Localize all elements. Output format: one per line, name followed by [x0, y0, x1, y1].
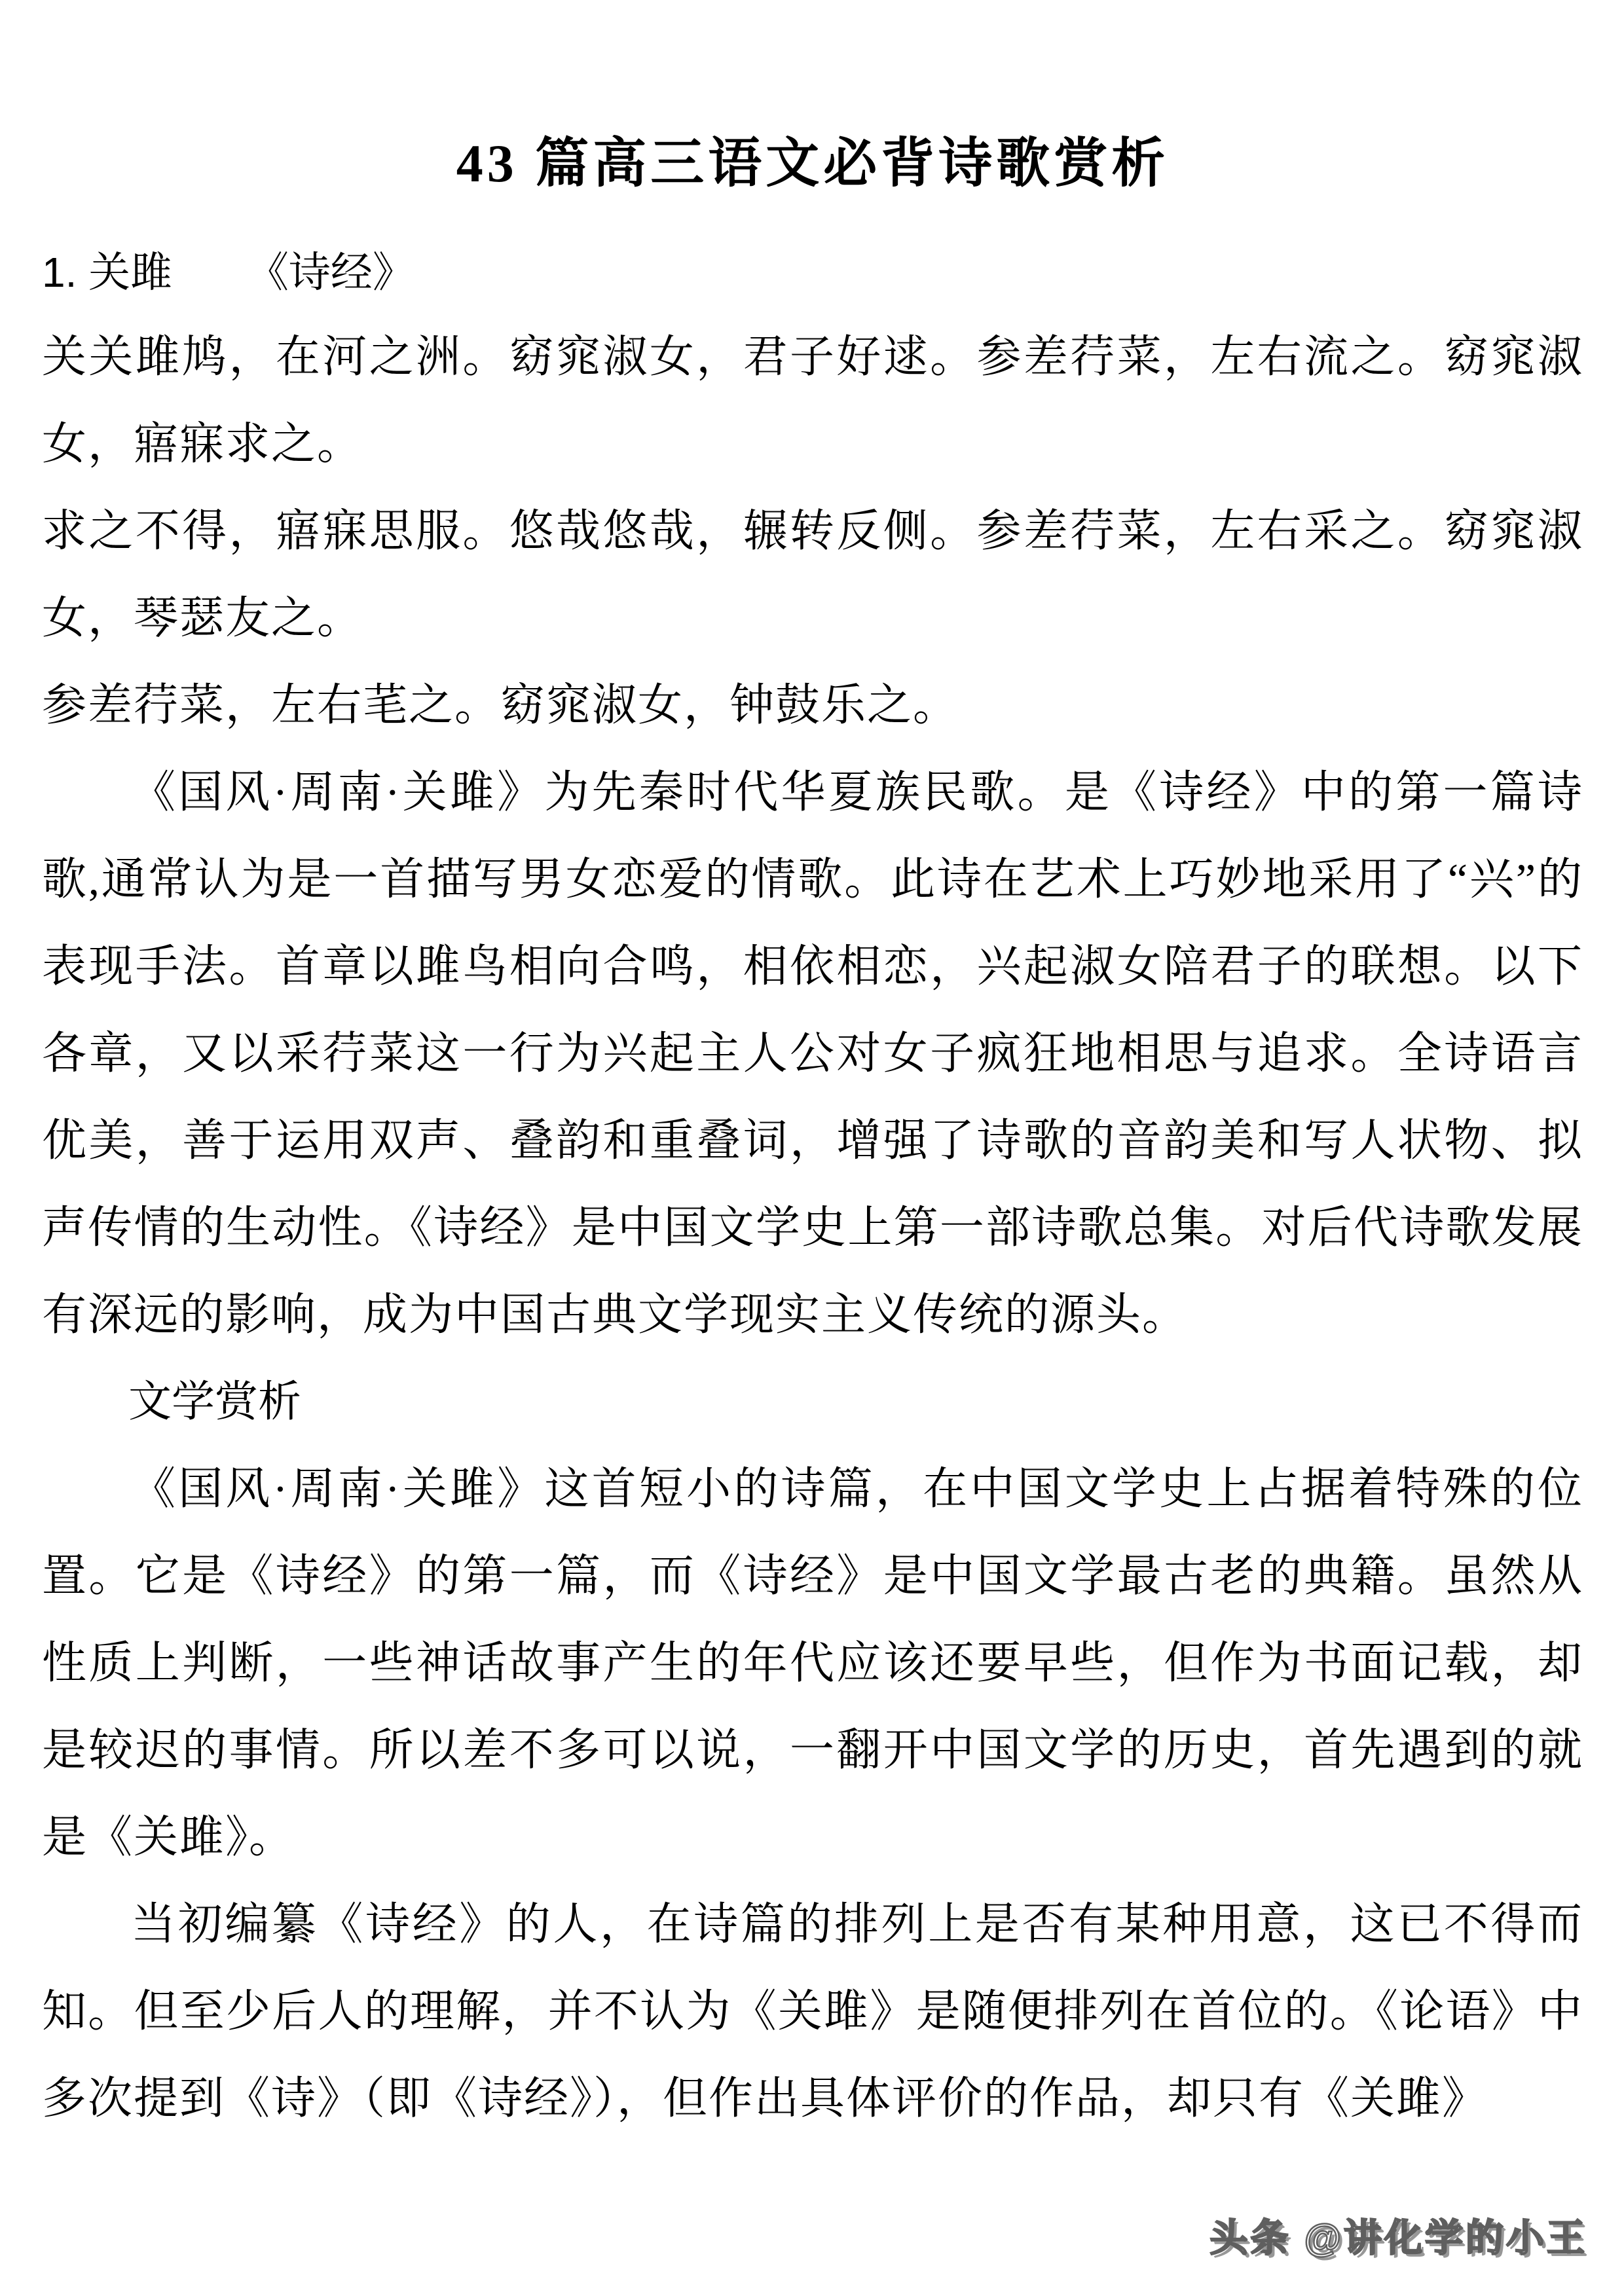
poem-stanza-2: 求之不得，寤寐思服。悠哉悠哉，辗转反侧。参差荇菜，左右采之。窈窕淑女，琴瑟友之。 [42, 506, 1583, 643]
poem-stanza-3: 参差荇菜，左右芼之。窈窕淑女，钟鼓乐之。 [42, 680, 959, 730]
page-title: 43 篇高三语文必背诗歌赏析 [456, 134, 1170, 193]
poem-number-title: 1. 关雎 [42, 249, 173, 296]
intro-paragraph: 《国风·周南·关雎》为先秦时代华夏族民歌。是《诗经》中的第一篇诗歌,通常认为是一首描写男女恋爱的情歌。此诗在艺术上巧妙地采用了“兴”的表现手法。首章以雎鸟相向合鸣，相依相恋，兴起淑女陪君子的联想。以下各章，又以采荇菜这一行为兴起主人公对女子疯狂地相思与追求。全诗语言优美，善于运用双声、叠韵和重叠词，增强了诗歌的音韵美和写人状物、拟声传情的生动性。《诗经》是中国文学史上第一部诗歌总集。对后代诗歌发展有深远的影响，成为中国古典文学现实主义传统的源头。 [42, 767, 1583, 1339]
analysis-paragraph-1: 《国风·周南·关雎》这首短小的诗篇，在中国文学史上占据着特殊的位置。它是《诗经》的第一篇，而《诗经》是中国文学最古老的典籍。虽然从性质上判断，一些神话故事产生的年代应该还要早些，但作为书面记载，却是较迟的事情。所以差不多可以说，一翻开中国文学的历史，首先遇到的就是《关雎》。 [42, 1464, 1583, 1862]
poem-heading [42, 231, 1583, 314]
toutiao-watermark: 头条 @讲化学的小王 [1209, 2217, 1587, 2259]
poem-stanza-1: 关关雎鸠，在河之洲。窈窕淑女，君子好逑。参差荇菜，左右流之。窈窕淑女，寤寐求之。 [42, 332, 1583, 469]
analysis-paragraph-2: 当初编纂《诗经》的人，在诗篇的排列上是否有某种用意，这已不得而知。但至少后人的理解，并不认为《关雎》是随便排列在首位的。《论语》中多次提到《诗》（即《诗经》），但作出具体评价的作品，却只有《关雎》 [42, 1899, 1583, 2123]
subheading-literary-appreciation: 文学赏析 [128, 1378, 301, 1426]
poem-source: 《诗经》 [246, 249, 415, 296]
poem-body [42, 314, 1583, 749]
